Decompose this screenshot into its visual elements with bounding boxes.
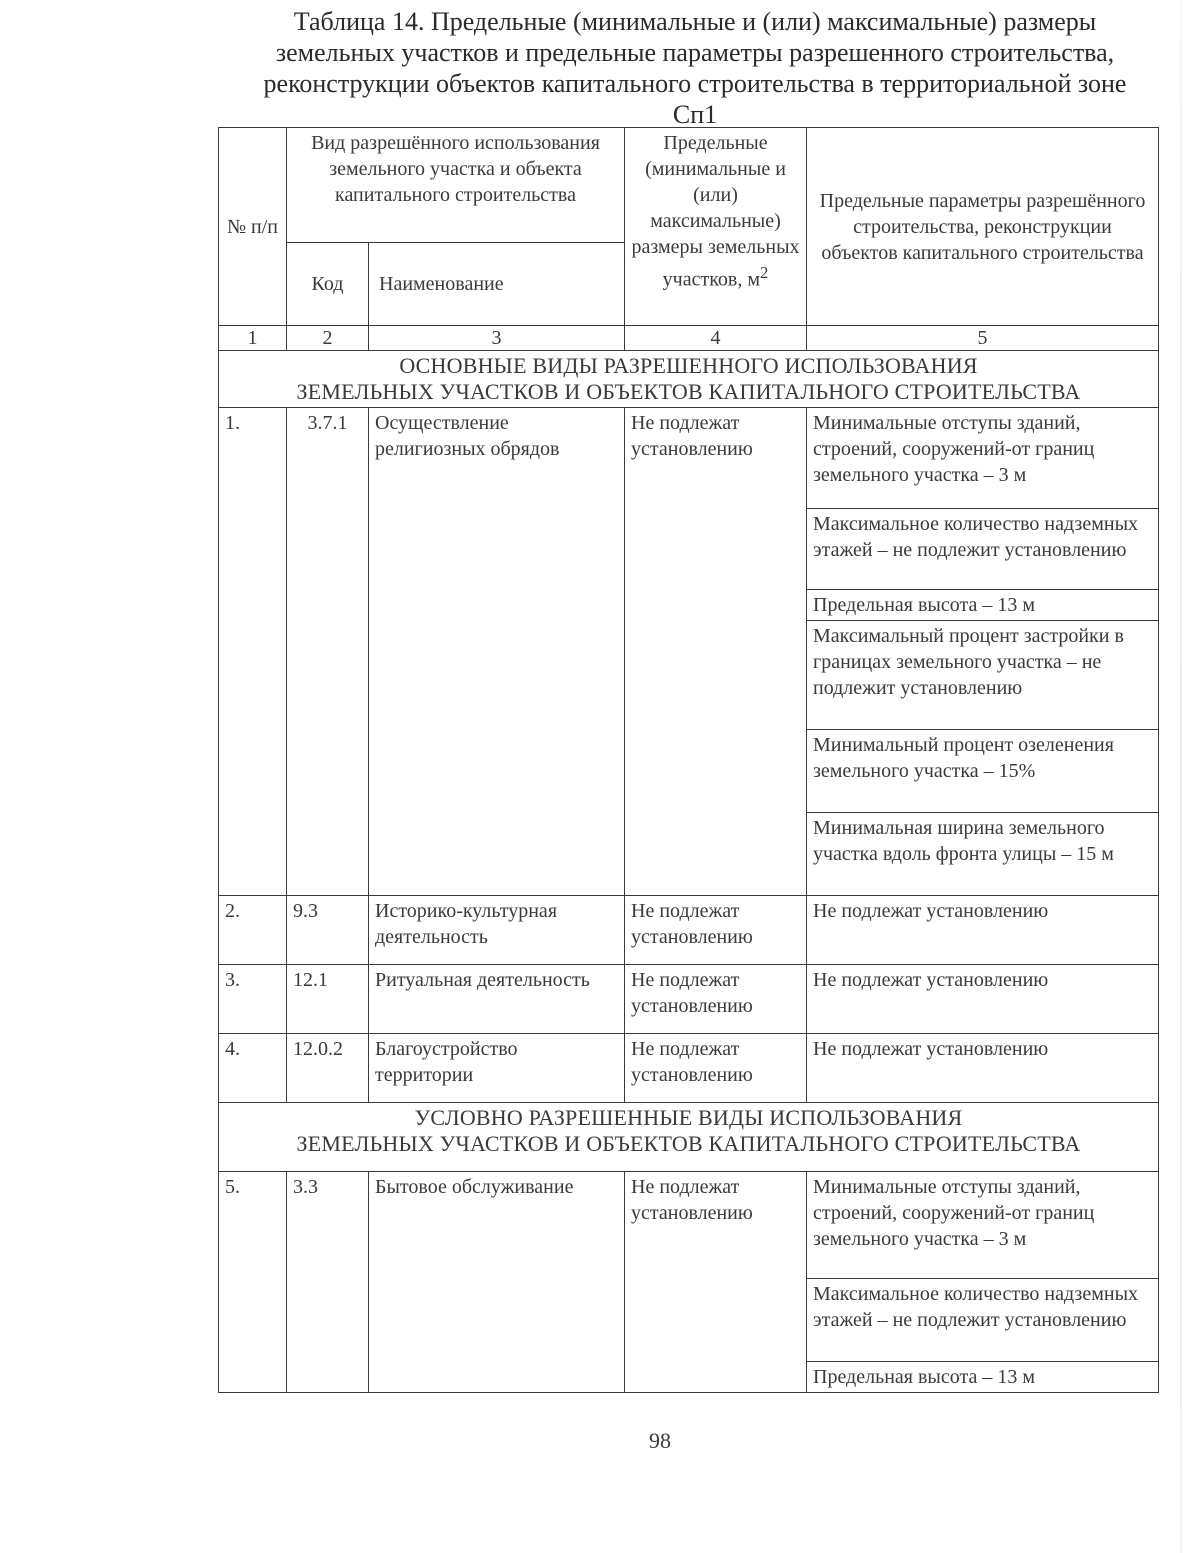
row-param: Минимальная ширина земельного участка вдоль фронта улицы – 15 м [807,813,1159,896]
column-number-row [219,326,1159,351]
row-param: Минимальные отступы зданий, строений, сооружений-от границ земельного участка – 3 м [807,1172,1159,1279]
header-row-1 [219,128,1159,243]
header-params: Предельные параметры разрешённого строительства, реконструкции объектов капитального строительства [807,128,1159,326]
row-param: Не подлежат установлению [807,1034,1159,1103]
section-main-row [219,351,1159,408]
row-num: 2. [219,896,287,965]
header-sizes-sup: 2 [760,263,769,282]
row-num: 1. [219,408,287,896]
section-main-heading [219,351,1159,408]
section-conditional-heading [219,1103,1159,1172]
row-sizes: Не подлежат установлению [625,896,807,965]
row-num: 3. [219,965,287,1034]
row-sizes: Не подлежат установлению [625,408,807,896]
header-code: Код [287,243,369,326]
row-param: Не подлежат установлению [807,965,1159,1034]
row-name: Бытовое обслуживание [369,1172,625,1393]
caption-line-2: земельных участков и предельные параметры разрешенного строительства, [275,38,1115,67]
row-sizes: Не подлежат установлению [625,1172,807,1393]
row-name: Осуществление религиозных обрядов [369,408,625,896]
row-param: Максимальное количество надземных этажей – не подлежит установлению [807,1279,1159,1362]
row-code: 12.0.2 [287,1034,369,1103]
section-main-line-1: ОСНОВНЫЕ ВИДЫ РАЗРЕШЕННОГО ИСПОЛЬЗОВАНИЯ [399,353,978,378]
row-param: Минимальные отступы зданий, строений, сооружений-от границ земельного участка – 3 м [807,408,1159,509]
row-code: 12.1 [287,965,369,1034]
caption-line-1: Таблица 14. Предельные (минимальные и (или) максимальные) размеры [293,7,1097,36]
scan-edge-shadow [1180,0,1182,1553]
row-name: Ритуальная деятельность [369,965,625,1034]
table-row [219,965,1159,1034]
table-row [219,896,1159,965]
column-number-5: 5 [807,326,1159,351]
table-row [219,1172,1159,1279]
row-param: Максимальный процент застройки в границах земельного участка – не подлежит установлению [807,621,1159,730]
caption-line-4: Сп1 [672,100,718,129]
column-number-3: 3 [369,326,625,351]
header-use-type: Вид разрешённого использования земельного участка и объекта капитального строительства [287,128,625,243]
column-number-2: 2 [287,326,369,351]
section-conditional-line-2: ЗЕМЕЛЬНЫХ УЧАСТКОВ И ОБЪЕКТОВ КАПИТАЛЬНОГО СТРОИТЕЛЬСТВА [296,1131,1081,1156]
table-row [219,1034,1159,1103]
table-caption [200,6,1190,130]
row-param: Не подлежат установлению [807,896,1159,965]
table-row [219,408,1159,509]
header-sizes [625,128,807,326]
section-main-line-2: ЗЕМЕЛЬНЫХ УЧАСТКОВ И ОБЪЕКТОВ КАПИТАЛЬНОГО СТРОИТЕЛЬСТВА [296,379,1081,404]
header-num: № п/п [219,128,287,326]
page-number: 98 [649,1428,671,1453]
row-param: Минимальный процент озеленения земельного участка – 15% [807,730,1159,813]
row-num: 4. [219,1034,287,1103]
column-number-1: 1 [219,326,287,351]
row-name: Историко-культурная деятельность [369,896,625,965]
row-code: 3.7.1 [287,408,369,896]
column-number-4: 4 [625,326,807,351]
row-sizes: Не подлежат установлению [625,965,807,1034]
row-param: Предельная высота – 13 м [807,1362,1159,1393]
row-param: Предельная высота – 13 м [807,590,1159,621]
header-sizes-text: Предельные (минимальные и (или) максимальные) размеры земельных участков, м [631,132,800,291]
row-sizes: Не подлежат установлению [625,1034,807,1103]
section-conditional-row [219,1103,1159,1172]
row-code: 9.3 [287,896,369,965]
row-num: 5. [219,1172,287,1393]
row-param: Максимальное количество надземных этажей – не подлежит установлению [807,509,1159,590]
header-name: Наименование [369,243,625,326]
caption-line-3: реконструкции объектов капитального строительства в территориальной зоне [263,69,1127,98]
zoning-table [218,127,1159,1393]
row-name: Благоустройство территории [369,1034,625,1103]
section-conditional-line-1: УСЛОВНО РАЗРЕШЕННЫЕ ВИДЫ ИСПОЛЬЗОВАНИЯ [414,1105,963,1130]
row-code: 3.3 [287,1172,369,1393]
